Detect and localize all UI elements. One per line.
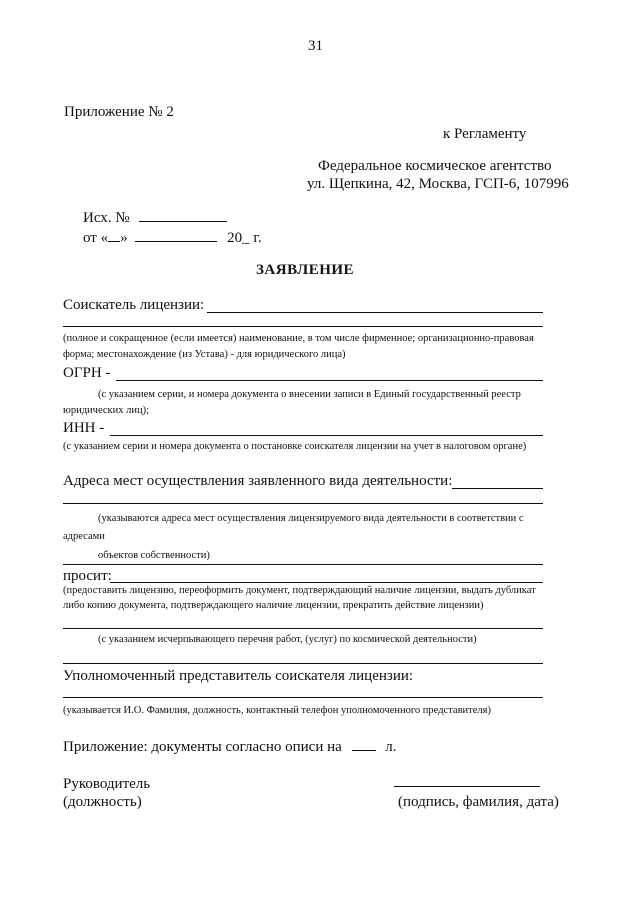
applicant-label: Соискатель лицензии: — [63, 297, 205, 313]
works-line[interactable] — [63, 628, 543, 629]
position-label: (должность) — [63, 794, 142, 810]
addresses-note-3: объектов собственности) — [98, 550, 210, 561]
attachment-suffix: л. — [385, 739, 397, 755]
addresses-note-1: (указываются адреса мест осуществления лицензируемого вида деятельности в соответствии с — [98, 513, 524, 524]
attachment-line — [63, 738, 397, 756]
agency-address: ул. Щепкина, 42, Москва, ГСП-6, 107996 — [307, 176, 569, 192]
signature-line[interactable] — [394, 786, 540, 787]
addresses-line-2[interactable] — [63, 503, 543, 504]
page-number: 31 — [308, 38, 323, 54]
appendix-label: Приложение № 2 — [64, 104, 174, 120]
applicant-line-2[interactable] — [63, 326, 543, 327]
date-prefix: от « — [83, 230, 109, 246]
applicant-note-2: форма; местонахождение (из Устава) - для юридического лица) — [63, 349, 346, 360]
addresses-label: Адреса мест осуществления заявленного вида деятельности: — [63, 473, 453, 489]
outgoing-number-label: Исх. № — [83, 210, 130, 226]
inn-label: ИНН - — [63, 420, 105, 436]
regulation-label: к Регламенту — [443, 126, 527, 142]
representative-note: (указывается И.О. Фамилия, должность, контактный телефон уполномоченного представителя) — [63, 705, 491, 716]
signature-label: (подпись, фамилия, дата) — [398, 794, 559, 810]
attachment-pages-blank[interactable] — [352, 738, 376, 751]
attachment-prefix: Приложение: документы согласно описи на — [63, 739, 342, 755]
requests-line[interactable] — [110, 582, 543, 583]
inn-line[interactable] — [110, 435, 543, 436]
addresses-note-2: адресами — [63, 531, 105, 542]
agency-name: Федеральное космическое агентство — [318, 158, 552, 174]
addresses-line-3[interactable] — [63, 564, 543, 565]
applicant-line[interactable] — [207, 312, 543, 313]
document-title: ЗАЯВЛЕНИЕ — [256, 262, 355, 278]
applicant-note-1: (полное и сокращенное (если имеется) наименование, в том числе фирменное; организационно-правовая — [63, 333, 534, 344]
outgoing-date — [83, 229, 262, 247]
representative-line[interactable] — [63, 697, 543, 698]
ogrn-label: ОГРН - — [63, 365, 111, 381]
ogrn-note-1: (с указанием серии, и номера документа о внесении записи в Единый государственный реестр — [98, 389, 521, 400]
head-label: Руководитель — [63, 776, 151, 792]
works-note: (с указанием исчерпывающего перечня работ, (услуг) по космической деятельности) — [98, 634, 477, 645]
requests-label: просит: — [63, 568, 112, 584]
outgoing-number — [83, 209, 227, 227]
date-month-blank[interactable] — [135, 229, 217, 242]
works-line-2[interactable] — [63, 663, 543, 664]
ogrn-note-2: юридических лиц); — [63, 405, 150, 416]
year-label: 20_ г. — [227, 230, 262, 246]
addresses-line[interactable] — [452, 488, 543, 489]
ogrn-line[interactable] — [116, 380, 543, 381]
inn-note: (с указанием серии и номера документа о постановке соискателя лицензии на учет в налоговом органе) — [63, 441, 527, 452]
date-day-blank[interactable] — [108, 229, 120, 242]
date-mid: » — [120, 230, 128, 246]
requests-note-1: (предоставить лицензию, переоформить документ, подтверждающий наличие лицензии, выдать дубликат — [63, 585, 536, 596]
requests-note-2: либо копию документа, подтверждающего наличие лицензии, прекратить действие лицензии) — [63, 600, 484, 611]
outgoing-number-blank[interactable] — [139, 209, 227, 222]
representative-label: Уполномоченный представитель соискателя лицензии: — [63, 668, 414, 684]
